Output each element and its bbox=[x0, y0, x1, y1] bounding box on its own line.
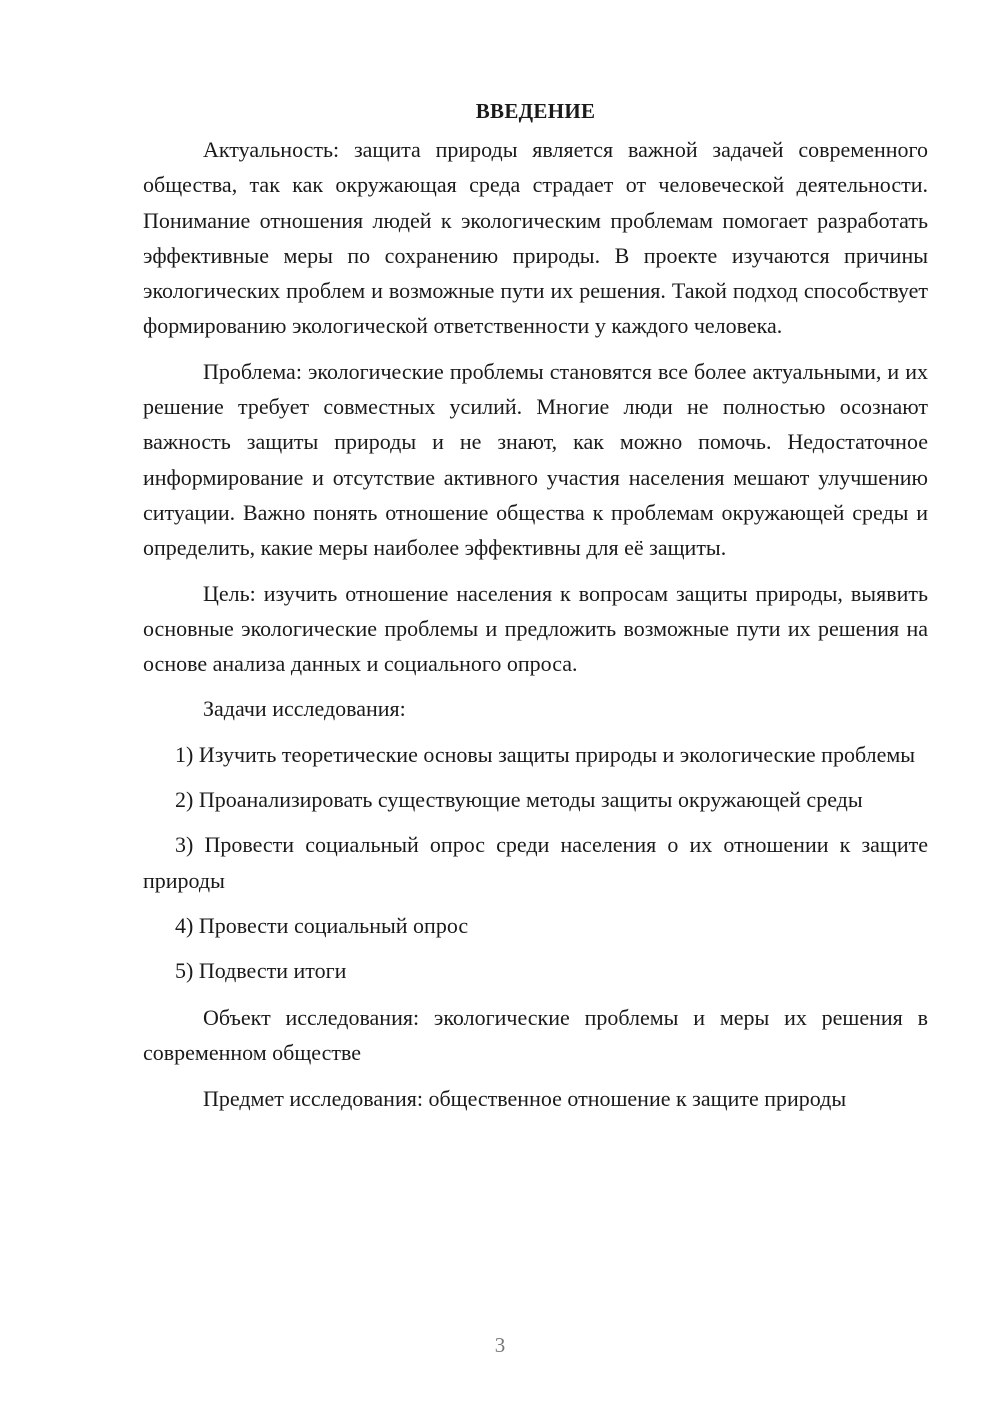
tasks-heading: Задачи исследования: bbox=[203, 696, 406, 722]
relevance-paragraph: Актуальность: защита природы является важной задачей современного общества, так как окружающая среда страдает от человеческой деятельности. Понимание отношения людей к экологическим проблемам помогает разработать эффективные меры по сохранению природы. В проекте изучаются причины экологических проблем и возможные пути их решения. Такой подход способствует формированию экологической ответственности у каждого человека. bbox=[143, 137, 928, 339]
goal-paragraph: Цель: изучить отношение населения к вопросам защиты природы, выявить основные экологические проблемы и предложить возможные пути их решения на основе анализа данных и социального опроса. bbox=[143, 580, 928, 677]
object-paragraph: Объект исследования: экологические проблемы и меры их решения в современном обществе bbox=[143, 1004, 928, 1065]
page-number: 3 bbox=[494, 1333, 506, 1357]
problem-paragraph: Проблема: экологические проблемы становятся все более актуальными, и их решение требует совместных усилий. Многие люди не полностью осознают важность защиты природы и не знают, как можно помочь. Недостаточное информирование и отсутствие активного участия населения мешают улучшению ситуации. Важно понять отношение общества к проблемам окружающей среды и определить, какие меры наиболее эффективны для её защиты. bbox=[143, 358, 928, 561]
page-content bbox=[143, 96, 928, 1116]
task-item-4: 4) Провести социальный опрос bbox=[175, 912, 469, 938]
task-item-3: 3) Провести социальный опрос среди населения о их отношении к защите природы bbox=[143, 832, 928, 893]
subject-paragraph: Предмет исследования: общественное отношение к защите природы bbox=[203, 1086, 847, 1112]
task-item-2: 2) Проанализировать существующие методы защиты окружающей среды bbox=[175, 787, 863, 813]
task-item-5: 5) Подвести итоги bbox=[175, 958, 347, 984]
page-title: ВВЕДЕНИЕ bbox=[475, 99, 596, 123]
task-item-1: 1) Изучить теоретические основы защиты природы и экологические проблемы bbox=[175, 741, 916, 767]
